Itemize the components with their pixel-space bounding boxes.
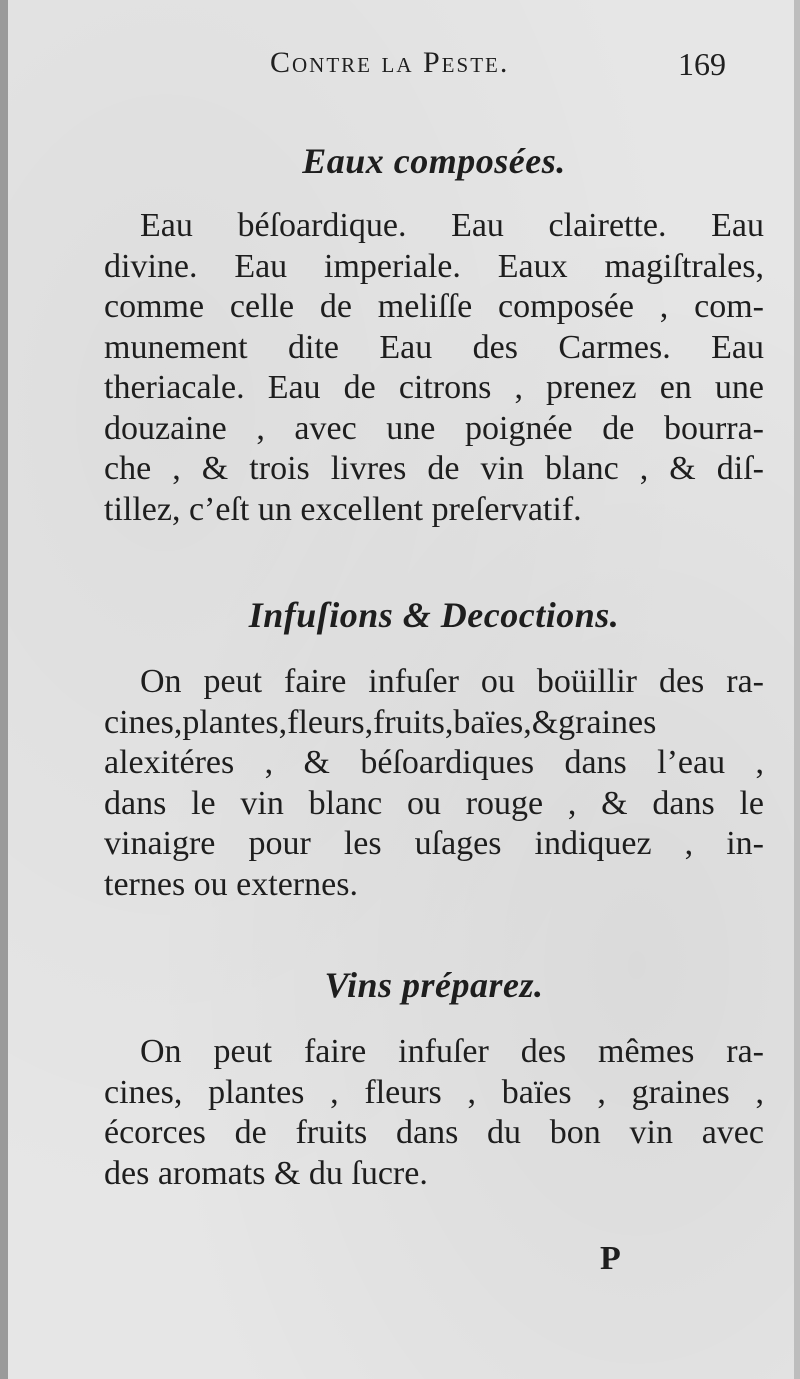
- section-heading: Infuſions & Decoctions.: [248, 595, 620, 635]
- page-number: 169: [678, 46, 726, 82]
- section-vins-prepares: [104, 964, 764, 1194]
- text-line: divine. Eau imperiale. Eaux magiſtrales,: [104, 247, 764, 285]
- text-line: cines,plantes,fleurs,fruits,baïes,&graines: [104, 703, 657, 741]
- running-head: [8, 46, 794, 96]
- text-line: comme celle de meliſſe composée , com-: [104, 288, 764, 325]
- text-line: che , & trois livres de vin blanc , & diſ-: [104, 450, 764, 487]
- text-line: douzaine , avec une poignée de bourra-: [104, 409, 764, 447]
- text-line: On peut faire infuſer des mêmes ra-: [140, 1033, 764, 1070]
- section-paragraph: [104, 1032, 764, 1194]
- section-heading: Eaux composées.: [302, 141, 566, 181]
- text-line: theriacale. Eau de citrons , prenez en une: [104, 369, 764, 406]
- text-line: alexitéres , & béſoardiques dans l’eau ,: [104, 744, 764, 781]
- text-line: On peut faire infuſer ou boüillir des ra-: [140, 663, 764, 700]
- text-line: écorces de fruits dans du bon vin avec: [104, 1114, 764, 1151]
- running-title: Contre la Peste.: [270, 46, 510, 79]
- text-line: tillez, c’eſt un excellent preſervatif.: [104, 490, 582, 528]
- text-line: munement dite Eau des Carmes. Eau: [104, 328, 764, 366]
- section-eaux-composees: [104, 140, 764, 530]
- text-line: ternes ou externes.: [104, 865, 358, 903]
- section-paragraph: [104, 206, 764, 530]
- text-line: des aromats & du ſucre.: [104, 1154, 428, 1192]
- catchword: P: [600, 1240, 621, 1277]
- section-heading: Vins préparez.: [324, 965, 544, 1005]
- text-line: dans le vin blanc ou rouge , & dans le: [104, 784, 764, 822]
- section-infusions-decoctions: [104, 594, 764, 905]
- text-line: vinaigre pour les uſages indiquez , in-: [104, 825, 764, 862]
- section-paragraph: [104, 662, 764, 905]
- text-line: Eau béſoardique. Eau clairette. Eau: [140, 207, 764, 244]
- text-line: cines, plantes , fleurs , baïes , graines ,: [104, 1073, 764, 1111]
